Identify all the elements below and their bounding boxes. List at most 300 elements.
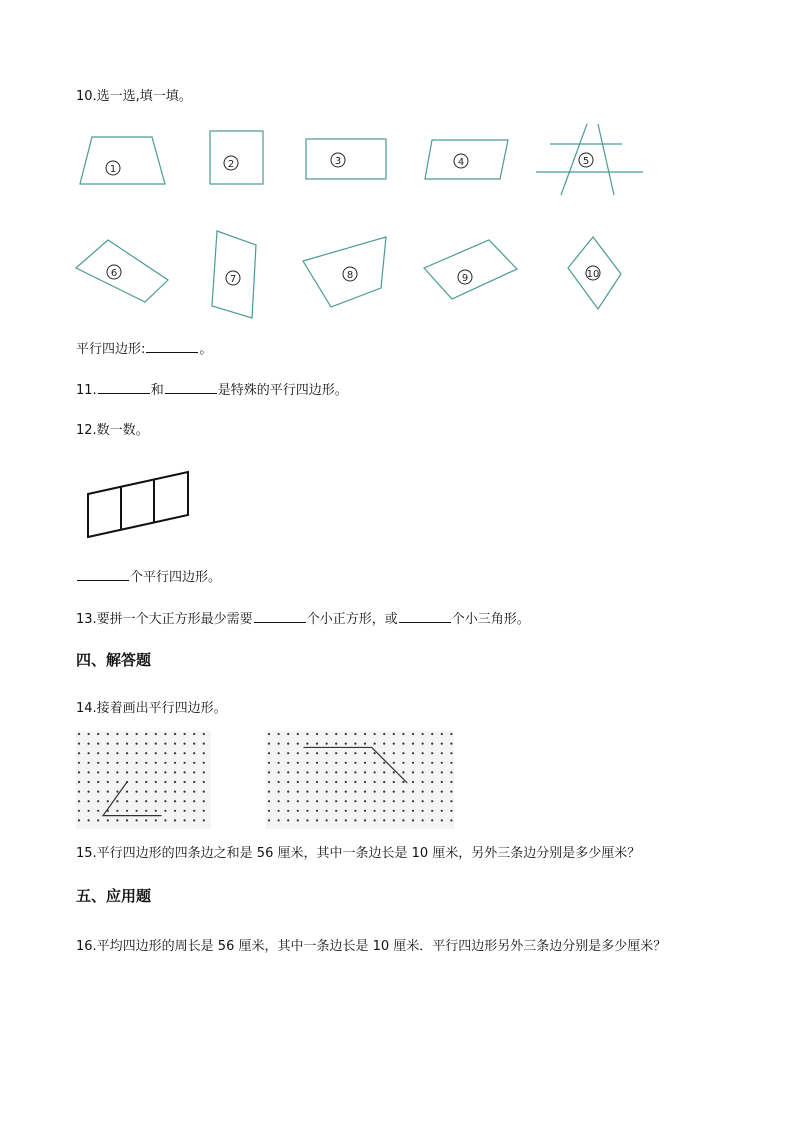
grid-dot: [306, 800, 308, 802]
question-11: [76, 380, 348, 400]
grid-dot: [364, 791, 366, 793]
grid-dot: [203, 810, 205, 812]
grid-dot: [383, 819, 385, 821]
grid-dot: [145, 810, 147, 812]
grid-dot: [164, 752, 166, 754]
grid-dot: [393, 800, 395, 802]
grid-dot: [126, 733, 128, 735]
grid-dot: [316, 752, 318, 754]
grid-dot: [450, 743, 452, 745]
grid-dot: [97, 810, 99, 812]
grid-dot: [164, 743, 166, 745]
grid-dot: [116, 819, 118, 821]
grid-dot: [174, 800, 176, 802]
shape-3: [306, 139, 386, 179]
grid-dot: [278, 771, 280, 773]
grid-dot: [412, 791, 414, 793]
shape-label-2: 2: [227, 159, 235, 170]
grid-dot: [268, 819, 270, 821]
grid-dot: [441, 771, 443, 773]
grid-dot: [431, 762, 433, 764]
answer-blank-11b[interactable]: [165, 380, 217, 394]
answer-blank-13a[interactable]: [254, 609, 306, 623]
answer-blank-11a[interactable]: [98, 380, 150, 394]
grid-dot: [402, 810, 404, 812]
grid-dot: [326, 752, 328, 754]
grid-dot: [364, 800, 366, 802]
shape-label-5: 5: [582, 156, 590, 167]
grid-dot: [402, 791, 404, 793]
grid-dot: [155, 791, 157, 793]
shape-7: [212, 231, 256, 318]
grid-dot: [78, 800, 80, 802]
grid-dot: [335, 771, 337, 773]
grid-dot: [287, 733, 289, 735]
grid-dot: [287, 762, 289, 764]
grid-dot: [316, 810, 318, 812]
grid-dot: [450, 800, 452, 802]
shape-10: [568, 237, 621, 309]
grid-dot: [78, 781, 80, 783]
grid-dot: [155, 810, 157, 812]
grid-dot: [203, 771, 205, 773]
grid-dot: [412, 800, 414, 802]
grid-dot: [335, 743, 337, 745]
answer-suffix: 。: [199, 342, 213, 357]
grid-dot: [287, 791, 289, 793]
grid-dot: [364, 752, 366, 754]
grid-dot: [193, 791, 195, 793]
grid-dot: [97, 800, 99, 802]
grid-dot: [184, 791, 186, 793]
grid-dot: [145, 743, 147, 745]
grid-dot: [193, 810, 195, 812]
question-10-title: 10.选一选,填一填。: [76, 89, 192, 104]
q13-end: 个小三角形。: [451, 612, 530, 627]
grid-dot: [174, 791, 176, 793]
grid-dot: [326, 733, 328, 735]
grid-dot: [354, 800, 356, 802]
grid-dot: [155, 771, 157, 773]
grid-dot: [164, 733, 166, 735]
shape-label-4: 4: [457, 157, 465, 168]
grid-dot: [354, 791, 356, 793]
grid-dot: [383, 800, 385, 802]
grid-dot: [107, 800, 109, 802]
grid-dot: [422, 733, 424, 735]
grid-dot: [335, 810, 337, 812]
grid-dot: [278, 752, 280, 754]
grid-dot: [450, 733, 452, 735]
grid-dot: [412, 752, 414, 754]
grid-dot: [422, 800, 424, 802]
shape-6: [76, 240, 168, 302]
grid-dot: [88, 819, 90, 821]
grid-dot: [116, 791, 118, 793]
grid-dot: [364, 743, 366, 745]
q11-mid: 和: [150, 383, 164, 398]
grid-dot: [78, 791, 80, 793]
q13-start: 13.要拼一个大正方形最少需要: [76, 612, 253, 627]
grid-dot: [193, 819, 195, 821]
grid-dot: [335, 752, 337, 754]
grid-dot: [116, 781, 118, 783]
grid-dot: [203, 743, 205, 745]
grid-dot: [174, 733, 176, 735]
grid-dot: [268, 810, 270, 812]
grid-dot: [145, 733, 147, 735]
grid-dot: [402, 819, 404, 821]
grid-dot: [174, 771, 176, 773]
grid-dot: [374, 810, 376, 812]
grid-dot: [441, 733, 443, 735]
grid-dot: [335, 781, 337, 783]
grid-dot: [441, 752, 443, 754]
grid-dot: [393, 762, 395, 764]
grid-dot: [441, 800, 443, 802]
grid-dot: [268, 771, 270, 773]
grid-dot: [326, 762, 328, 764]
q13-mid: 个小正方形，或: [306, 612, 398, 627]
grid-dot: [345, 762, 347, 764]
grid-dot: [431, 800, 433, 802]
grid-dot: [174, 762, 176, 764]
answer-prefix: 平行四边形:: [76, 342, 146, 357]
grid-dot: [335, 791, 337, 793]
grid-dot: [431, 819, 433, 821]
parallelogram-count-figure: [76, 462, 196, 544]
grid-dot: [374, 733, 376, 735]
grid-dot: [393, 810, 395, 812]
grid-dot: [155, 752, 157, 754]
grid-dot: [431, 810, 433, 812]
grid-dot: [297, 781, 299, 783]
grid-dot: [422, 752, 424, 754]
grid-dot: [126, 791, 128, 793]
grid-dot: [374, 819, 376, 821]
grid-dot: [126, 771, 128, 773]
question-15: 15.平行四边形的四条边之和是 56 厘米，其中一条边长是 10 厘米，另外三条边分别是多少厘米？: [76, 846, 641, 861]
grid-dot: [164, 791, 166, 793]
grid-dot: [174, 781, 176, 783]
grid-dot: [136, 771, 138, 773]
grid-dot: [155, 733, 157, 735]
grid-dot: [441, 781, 443, 783]
question-12-answer: [76, 567, 221, 587]
grid-dot: [383, 771, 385, 773]
grid-dot: [116, 771, 118, 773]
grid-dot: [97, 791, 99, 793]
grid-dot: [136, 819, 138, 821]
grid-dot: [145, 819, 147, 821]
grid-dot: [422, 781, 424, 783]
grid-dot: [107, 819, 109, 821]
grid-dot: [297, 810, 299, 812]
grid-dot: [97, 752, 99, 754]
grid-dot: [354, 771, 356, 773]
grid-dot: [97, 733, 99, 735]
grid-dot: [278, 800, 280, 802]
grid-dot: [364, 771, 366, 773]
grid-dot: [326, 810, 328, 812]
grid-dot: [383, 733, 385, 735]
grid-dot: [450, 781, 452, 783]
grid-dot: [88, 800, 90, 802]
grid-dot: [345, 733, 347, 735]
grid-dot: [268, 791, 270, 793]
grid-dot: [431, 733, 433, 735]
grid-dot: [155, 800, 157, 802]
grid-dot: [297, 762, 299, 764]
grid-dot: [287, 810, 289, 812]
shape-label-1: 1: [109, 164, 117, 175]
grid-dot: [441, 743, 443, 745]
shape-label-3: 3: [334, 156, 342, 167]
grid-dot: [354, 733, 356, 735]
grid-dot: [412, 810, 414, 812]
grid-dot: [203, 800, 205, 802]
grid-dot: [107, 762, 109, 764]
grid-dot: [450, 819, 452, 821]
grid-dot: [364, 781, 366, 783]
grid-dot: [354, 752, 356, 754]
grid-dot: [174, 819, 176, 821]
grid-dot: [126, 819, 128, 821]
grid-dot: [354, 743, 356, 745]
grid-dot: [97, 781, 99, 783]
grid-dot: [116, 762, 118, 764]
grid-dot: [268, 781, 270, 783]
grid-dot: [297, 791, 299, 793]
grid-dot: [383, 781, 385, 783]
grid-dot: [316, 733, 318, 735]
grid-dot: [335, 800, 337, 802]
shape-label-6: 6: [110, 268, 118, 279]
question-16: 16.平均四边形的周长是 56 厘米，其中一条边长是 10 厘米．平行四边形另外三条边分别是多少厘米？: [76, 939, 667, 954]
grid-dot: [374, 781, 376, 783]
shape-label-10: 10: [586, 269, 600, 280]
grid-dot: [78, 752, 80, 754]
grid-dot: [97, 771, 99, 773]
grid-dot: [306, 733, 308, 735]
grid-dot: [287, 771, 289, 773]
grid-dot: [107, 752, 109, 754]
grid-dot: [193, 781, 195, 783]
grid-dot: [383, 752, 385, 754]
grid-dot: [88, 733, 90, 735]
grid-dot: [441, 762, 443, 764]
grid-dot: [193, 762, 195, 764]
grid-dot: [412, 771, 414, 773]
grid-dot: [278, 810, 280, 812]
grid-dot: [306, 752, 308, 754]
grid-dot: [203, 762, 205, 764]
grid-dot: [297, 743, 299, 745]
grid-dot: [402, 743, 404, 745]
grid-dot: [287, 743, 289, 745]
grid-dot: [383, 762, 385, 764]
grid-dot: [184, 733, 186, 735]
grid-dot: [374, 743, 376, 745]
grid-dot: [136, 743, 138, 745]
grid-dot: [345, 743, 347, 745]
grid-dot: [278, 781, 280, 783]
grid-dot: [88, 752, 90, 754]
grid-dot: [422, 810, 424, 812]
grid-dot: [78, 810, 80, 812]
grid-dot: [412, 819, 414, 821]
grid-dot: [164, 810, 166, 812]
grid-dot: [364, 762, 366, 764]
grid-dot: [306, 771, 308, 773]
grid-dot: [193, 743, 195, 745]
grid-dot: [402, 733, 404, 735]
grid-dot: [116, 800, 118, 802]
grid-dot: [431, 781, 433, 783]
grid-dot: [345, 810, 347, 812]
grid-dot: [450, 810, 452, 812]
grid-dot: [316, 819, 318, 821]
grid-dot: [88, 762, 90, 764]
grid-dot: [326, 771, 328, 773]
grid-dot: [184, 762, 186, 764]
grid-dot: [155, 762, 157, 764]
grid-dot: [297, 733, 299, 735]
grid-dot: [268, 800, 270, 802]
grid-dot: [441, 791, 443, 793]
grid-dot: [364, 733, 366, 735]
grid-dot: [287, 781, 289, 783]
grid-dot: [326, 800, 328, 802]
grid-dot: [345, 781, 347, 783]
grid-dot: [306, 762, 308, 764]
grid-dot: [107, 791, 109, 793]
grid-dot: [287, 752, 289, 754]
grid-dot: [316, 743, 318, 745]
grid-dot: [155, 743, 157, 745]
grid-dot: [126, 810, 128, 812]
grid-dot: [278, 743, 280, 745]
grid-dot: [326, 819, 328, 821]
grid-dot: [268, 733, 270, 735]
question-10-answer: [76, 339, 212, 359]
grid-dot: [374, 771, 376, 773]
shape-9: [424, 240, 517, 299]
grid-dot: [364, 819, 366, 821]
grid-dot: [88, 781, 90, 783]
grid-dot: [97, 762, 99, 764]
grid-dot: [116, 810, 118, 812]
grid-dot: [374, 762, 376, 764]
grid-dot: [374, 752, 376, 754]
grid-dot: [88, 743, 90, 745]
shape-8: [303, 237, 386, 307]
shape-2: [210, 131, 263, 184]
grid-dot: [116, 743, 118, 745]
grid-dot: [402, 771, 404, 773]
grid-dot: [88, 791, 90, 793]
grid-dot: [383, 810, 385, 812]
answer-blank-13b[interactable]: [399, 609, 451, 623]
grid-dot: [287, 819, 289, 821]
grid-dot: [297, 752, 299, 754]
q11-end: 是特殊的平行四边形。: [217, 383, 348, 398]
grid-dot: [345, 791, 347, 793]
grid-dot: [155, 819, 157, 821]
grid-dot: [145, 771, 147, 773]
grid-dot: [203, 781, 205, 783]
grid-dot: [441, 810, 443, 812]
grid-dot: [145, 800, 147, 802]
grid-dot: [126, 762, 128, 764]
grid-dot: [164, 800, 166, 802]
grid-dot: [126, 752, 128, 754]
grid-dot: [278, 791, 280, 793]
grid-dot: [78, 733, 80, 735]
grid-dot: [326, 743, 328, 745]
grid-dot: [431, 791, 433, 793]
grid-dot: [326, 781, 328, 783]
grid-dot: [412, 762, 414, 764]
grid-dot: [297, 771, 299, 773]
grid-dot: [145, 791, 147, 793]
shape-label-8: 8: [346, 270, 354, 281]
grid-dot: [107, 781, 109, 783]
grid-dot: [335, 762, 337, 764]
grid-dot: [306, 810, 308, 812]
grid-dot: [345, 800, 347, 802]
grid-dot: [450, 752, 452, 754]
grid-dot: [184, 752, 186, 754]
grid-dot: [306, 781, 308, 783]
grid-dot: [268, 752, 270, 754]
grid-dot: [184, 743, 186, 745]
grid-dot: [326, 791, 328, 793]
question-13: [76, 609, 530, 629]
grid-dot: [354, 810, 356, 812]
grid-dot: [316, 781, 318, 783]
shape-4: [425, 140, 508, 179]
grid-dot: [306, 791, 308, 793]
grid-dot: [116, 752, 118, 754]
grid-dot: [268, 743, 270, 745]
grid-dot: [193, 771, 195, 773]
grid-dot: [174, 743, 176, 745]
grid-dot: [383, 791, 385, 793]
grid-dot: [364, 810, 366, 812]
grid-dot: [136, 762, 138, 764]
grid-dot: [145, 781, 147, 783]
grid-dot: [164, 771, 166, 773]
grid-dot: [107, 771, 109, 773]
grid-dot: [431, 743, 433, 745]
grid-dot: [78, 743, 80, 745]
grid-dot: [145, 752, 147, 754]
q11-number: 11.: [76, 383, 97, 398]
grid-dot: [441, 819, 443, 821]
grid-dot: [145, 762, 147, 764]
grid-dot: [174, 752, 176, 754]
answer-blank-10[interactable]: [146, 339, 198, 353]
shapes-row-1: [0, 0, 794, 340]
grid-dot: [107, 743, 109, 745]
grid-dot: [316, 800, 318, 802]
answer-blank-12[interactable]: [77, 567, 129, 581]
grid-dot: [393, 743, 395, 745]
q12-end: 个平行四边形。: [130, 570, 222, 585]
grid-dot: [306, 743, 308, 745]
grid-dot: [193, 733, 195, 735]
